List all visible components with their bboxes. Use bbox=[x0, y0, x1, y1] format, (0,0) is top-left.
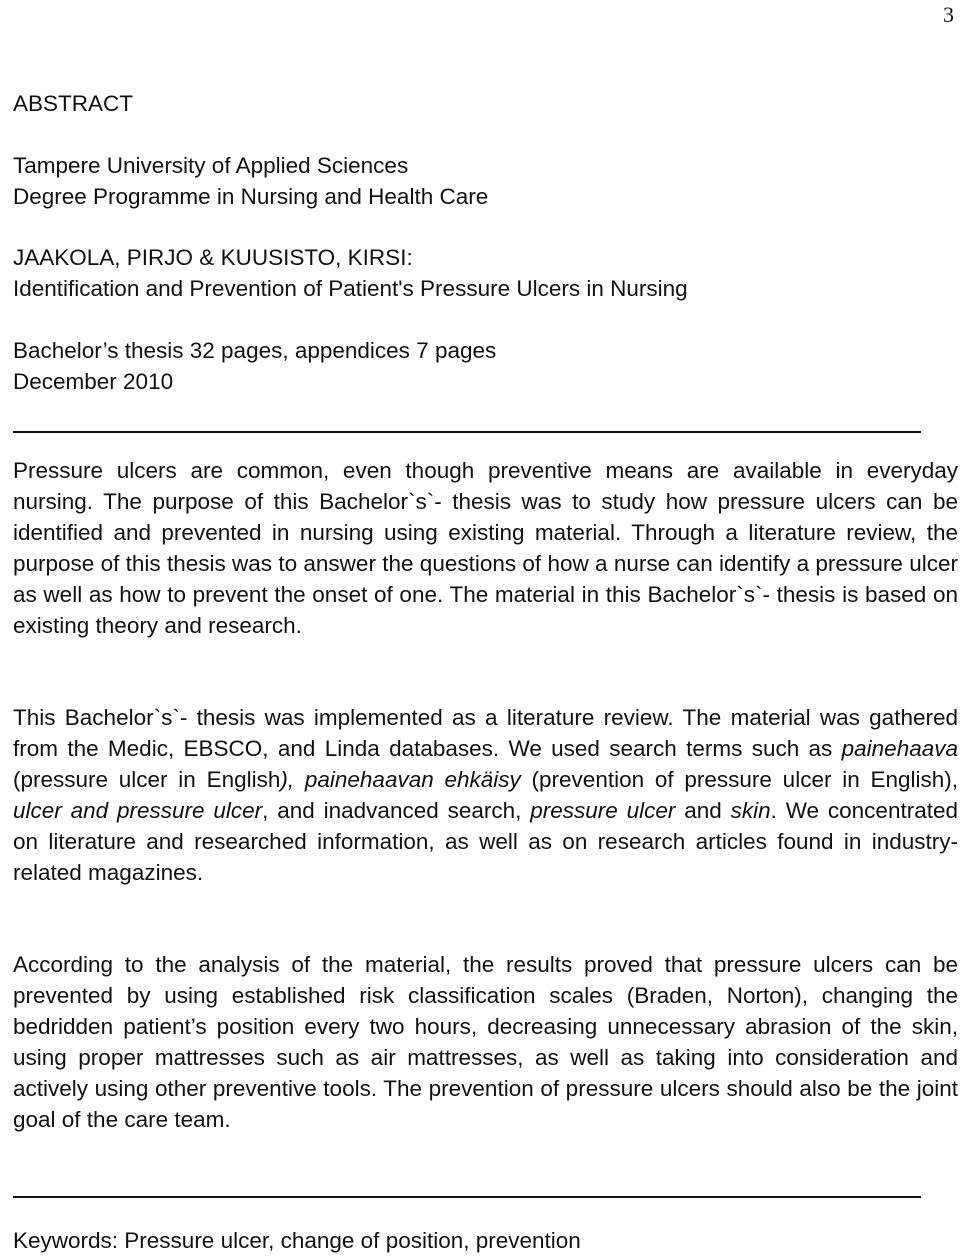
degree-programme: Degree Programme in Nursing and Health Care bbox=[13, 184, 489, 209]
authors: JAAKOLA, PIRJO & KUUSISTO, KIRSI: bbox=[13, 245, 413, 270]
thesis-date: December 2010 bbox=[13, 369, 174, 394]
abstract-paragraph-method bbox=[13, 703, 958, 888]
search-term: skin bbox=[730, 797, 771, 823]
abstract-paragraph-results: According to the analysis of the material, the results proved that pressure ulcers can be prevented by using established risk classification scales (Braden, Norton), changing the bedridden patient’s position every two hours, decreasing unnecessary abrasion of the skin, using proper mattresses such as air mattresses, as well as taking into consideration and actively using other preventive tools. The prevention of pressure ulcers should also be the joint goal of the care team. bbox=[13, 952, 958, 1132]
university-name: Tampere University of Applied Sciences bbox=[13, 153, 409, 178]
thesis-title: Identification and Prevention of Patient's Pressure Ulcers in Nursing bbox=[13, 276, 688, 301]
search-term: ), painehaavan ehkäisy bbox=[280, 766, 521, 792]
bottom-divider bbox=[13, 1196, 921, 1198]
search-term: pressure ulcer bbox=[530, 797, 676, 823]
abstract-paragraph-purpose: Pressure ulcers are common, even though preventive means are available in everyday nursing. The purpose of this Bachelor`s`- thesis was to study how pressure ulcers can be identified and prevented in nursing using existing material. Through a literature review, the purpose of this thesis was to answer the questions of how a nurse can identify a pressure ulcer as well as how to prevent the onset of one. The material in this Bachelor`s`- thesis is based on existing theory and research. bbox=[13, 458, 958, 638]
search-term: ulcer and pressure ulcer bbox=[13, 797, 263, 823]
method-text: (prevention of pressure ulcer in English), bbox=[520, 766, 959, 792]
method-text: This Bachelor`s`- thesis was implemented as a literature review. The material was gathered from the Medic, EBSCO, and Linda databases. We used search terms such as bbox=[13, 705, 958, 761]
abstract-heading: ABSTRACT bbox=[13, 91, 134, 116]
method-text: and bbox=[675, 797, 731, 823]
page-number: 3 bbox=[943, 2, 954, 27]
method-text: . We concentrated on literature and researched information, as well as on research articles found in industry-related magazines. bbox=[13, 797, 958, 885]
thesis-info: Bachelor’s thesis 32 pages, appendices 7 pages bbox=[13, 338, 497, 363]
top-divider bbox=[13, 431, 921, 433]
method-text: , and inadvanced search, bbox=[262, 797, 531, 823]
keywords: Keywords: Pressure ulcer, change of position, prevention bbox=[13, 1228, 581, 1253]
method-text: (pressure ulcer in English bbox=[13, 766, 281, 792]
search-term: painehaava bbox=[841, 735, 958, 761]
